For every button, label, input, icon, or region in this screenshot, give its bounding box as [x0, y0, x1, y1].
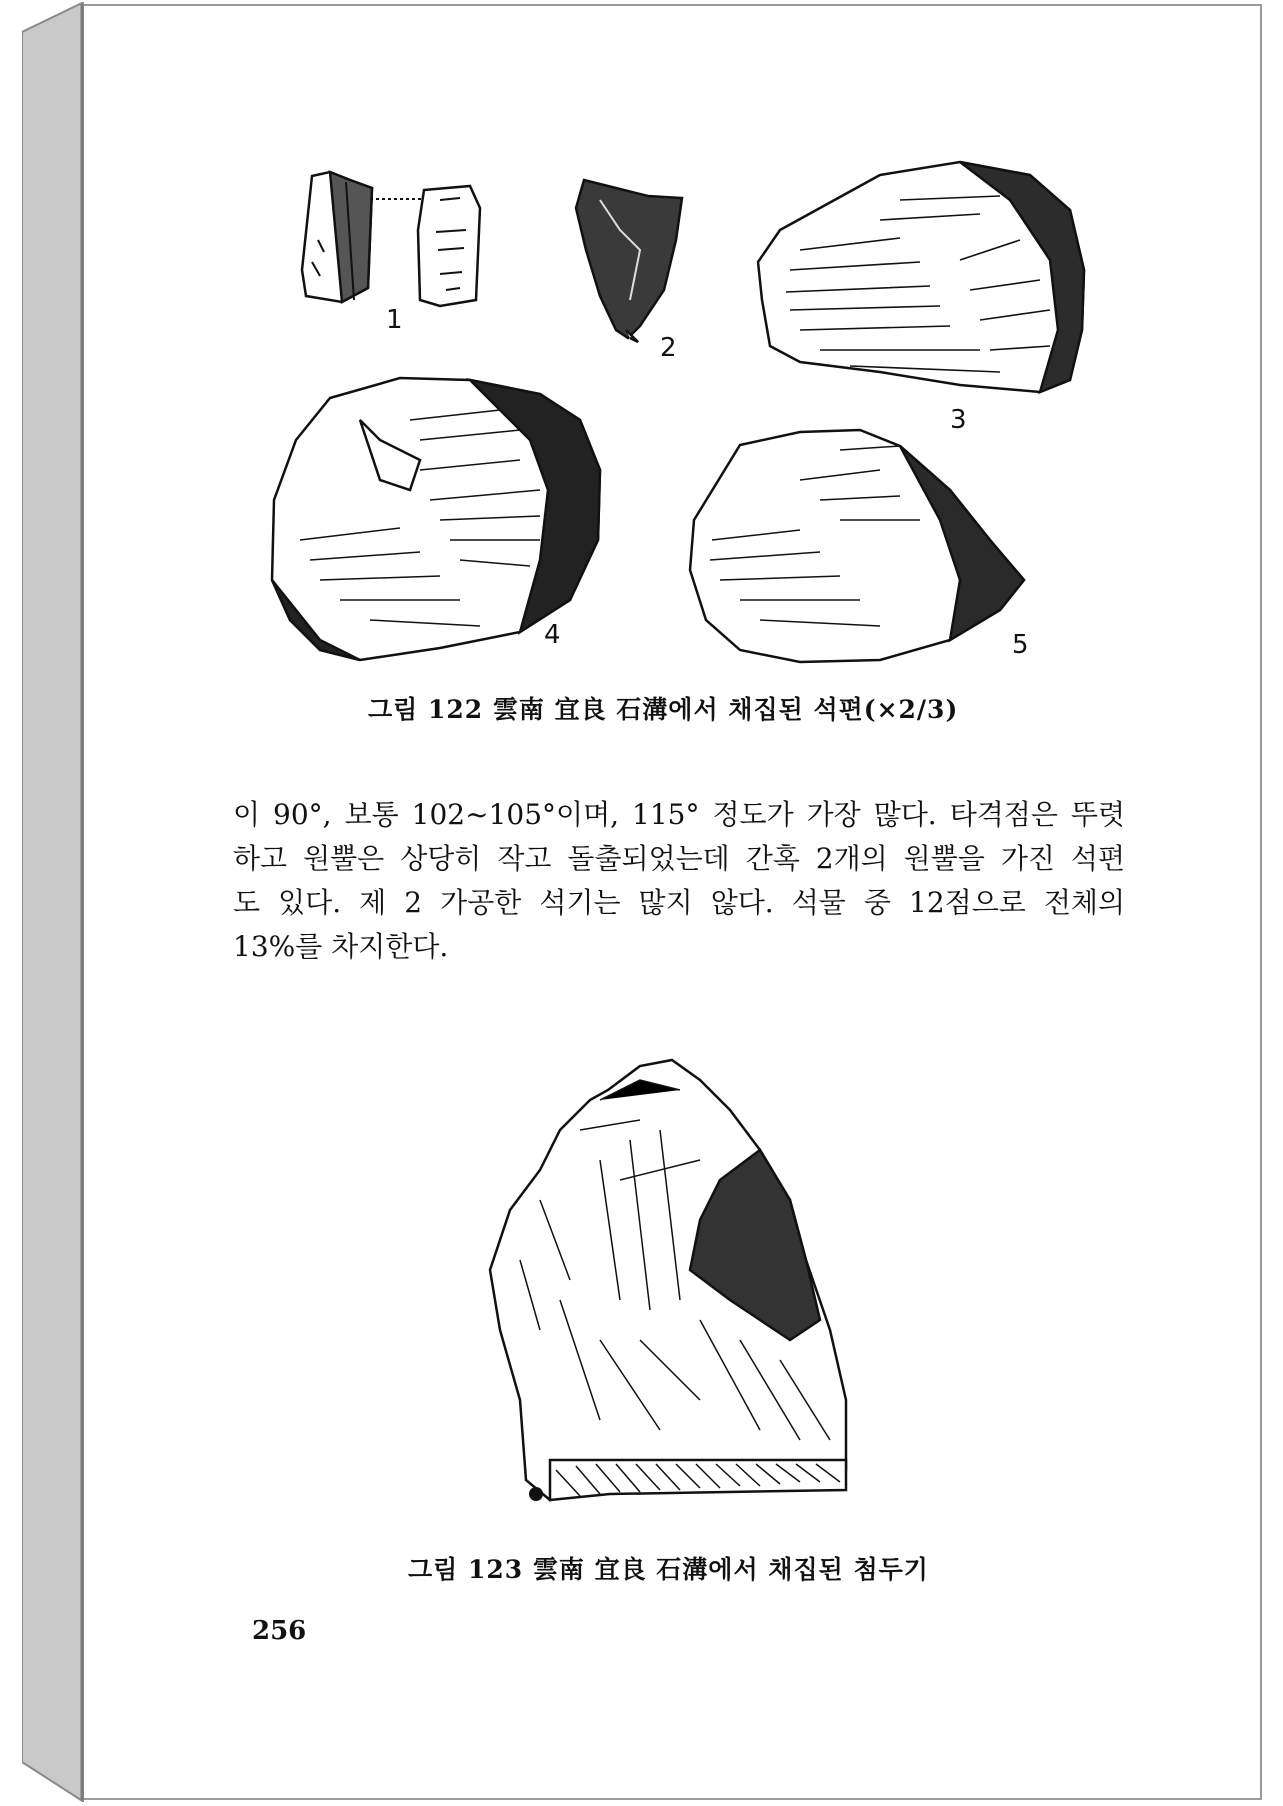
figure-122-label-4: 4 — [544, 620, 561, 650]
figure-122-label-2: 2 — [660, 333, 677, 363]
body-line: 이 90°, 보통 102~105°이며, 115° 정도가 가장 많다. 타격점은 뚜렷 — [233, 798, 1125, 831]
body-line: 13%를 차지한다. — [233, 930, 449, 963]
figure-122-label-1: 1 — [386, 305, 403, 335]
body-line: 도 있다. 제 2 가공한 석기는 많지 않다. 석물 중 12점으로 전체의 — [233, 886, 1125, 919]
page-number: 256 — [252, 1616, 307, 1646]
figure-123-caption: 그림 123 雲南 宜良 石溝에서 채집된 첨두기 — [408, 1555, 929, 1584]
figure-122-label-3: 3 — [950, 405, 967, 435]
figure-122-caption: 그림 122 雲南 宜良 石溝에서 채집된 석편(×2/3) — [368, 695, 959, 724]
body-line: 하고 원뿔은 상당히 작고 돌출되었는데 간혹 2개의 원뿔을 가진 석편 — [233, 842, 1125, 875]
figure-122-label-5: 5 — [1012, 630, 1029, 660]
